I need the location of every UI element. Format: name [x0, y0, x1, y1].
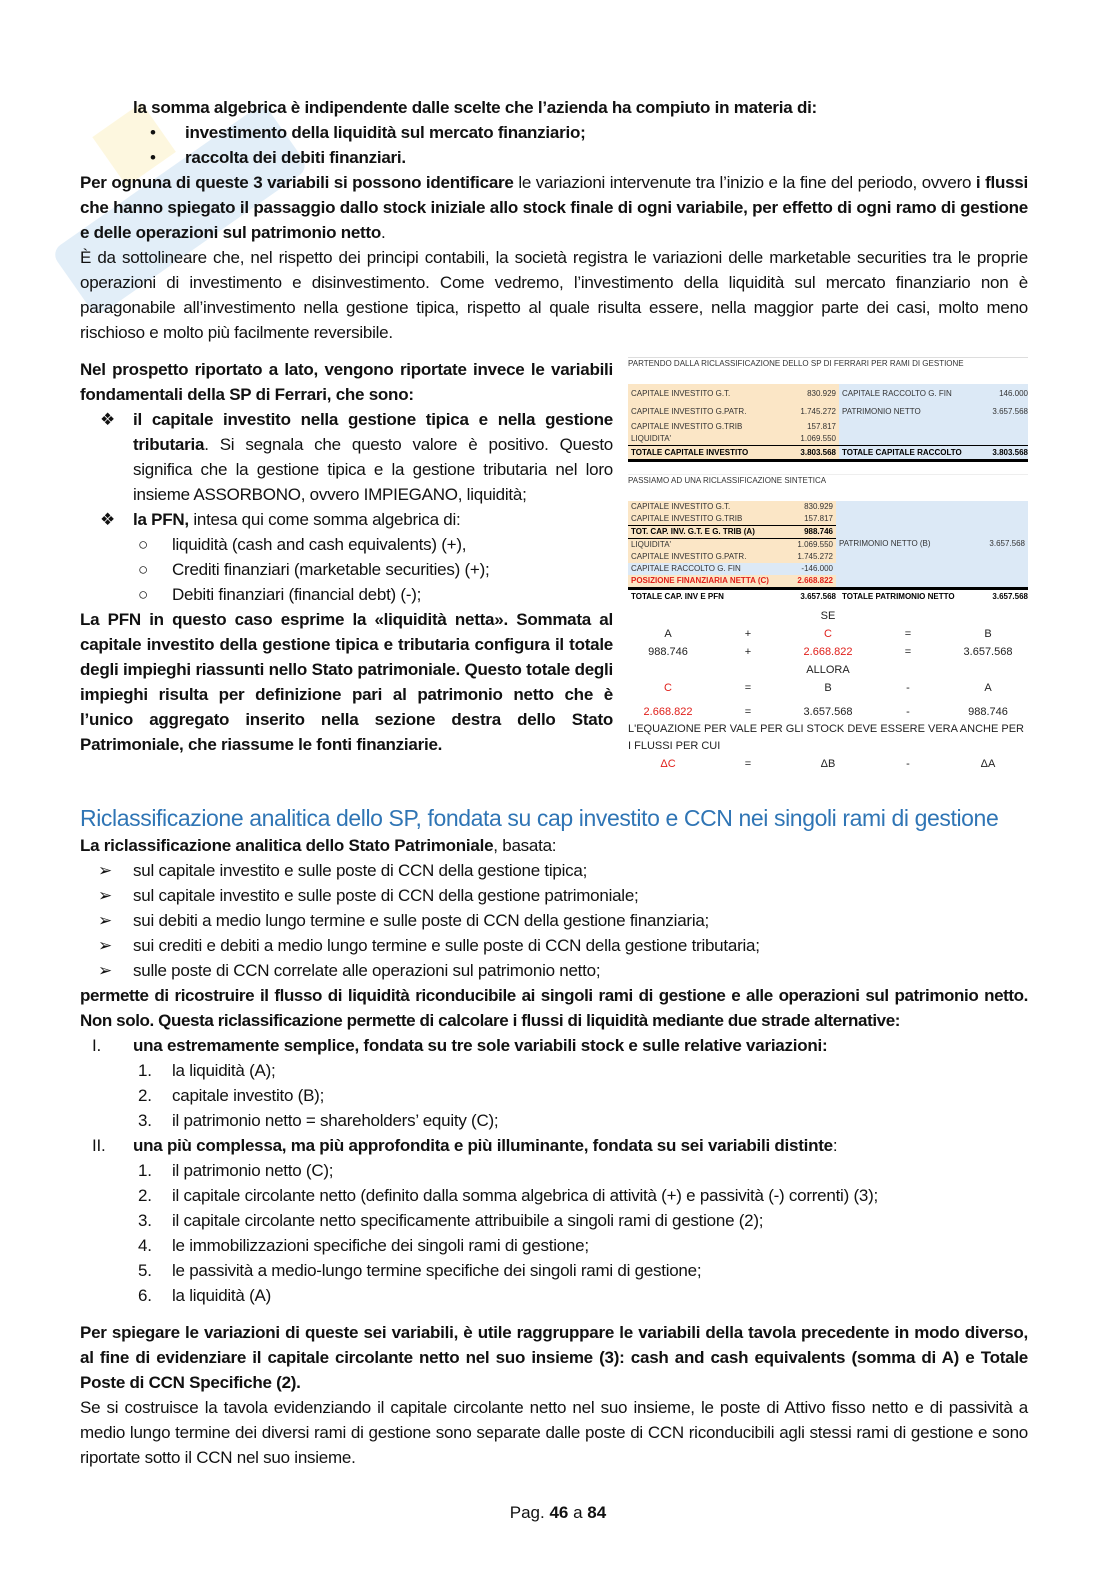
- eq-cell: +: [744, 646, 752, 658]
- bullet-pfn-row: [80, 507, 613, 532]
- diamond-bullet-icon: ❖: [100, 410, 115, 429]
- page-total: 84: [587, 1503, 607, 1522]
- left-column: [80, 357, 613, 773]
- cell: 1.069.550: [781, 433, 839, 445]
- table2-left: [628, 501, 836, 587]
- arrow-item: sui crediti e debiti a medio lungo termine e sulle poste di CCN della gestione tributaria;: [133, 936, 760, 955]
- arrow-bullet-icon: ➢: [98, 911, 112, 930]
- intro-bullet: raccolta dei debiti finanziari.: [185, 148, 406, 167]
- eq-cell: =: [904, 628, 912, 640]
- item-number: 5.: [138, 1261, 152, 1280]
- eq-cell: =: [904, 646, 912, 658]
- eq-cell: 2.668.822: [803, 646, 853, 658]
- section-para: permette di ricostruire il flusso di liquidità riconducibile ai singoli rami di gestione e alle operazioni sul patrimonio netto. Non solo. Questa riclassificazione permette di calcolare i flussi di liquidità mediante due strade alternative:: [80, 986, 1028, 1030]
- bullet-icon: •: [150, 148, 156, 167]
- bullet-pfn: [133, 507, 613, 532]
- cell: 3.657.568: [992, 591, 1028, 601]
- table-row: [628, 575, 836, 587]
- cell: 3.803.568: [982, 446, 1028, 459]
- page-number: 46: [549, 1503, 569, 1522]
- cell: TOTALE PATRIMONIO NETTO: [842, 591, 955, 601]
- ferrari-intro: Nel prospetto riportato a lato, vengono riportate invece le variabili fondamentali della SP di Ferrari, che sono:: [80, 360, 613, 404]
- cell: [982, 433, 1028, 445]
- text: , basata:: [493, 836, 557, 855]
- cell: CAPITALE INVESTITO G.TRIB: [628, 513, 779, 525]
- cell: 1.745.272: [781, 403, 839, 420]
- paragraph-flows: [80, 170, 1028, 245]
- table-row: [628, 403, 1028, 420]
- sub-item-row: [80, 557, 613, 582]
- cell: -146.000: [779, 563, 836, 575]
- item-number: 4.: [138, 1236, 152, 1255]
- cell: 830.929: [781, 384, 839, 403]
- table-row: [628, 525, 836, 539]
- text: a: [568, 1503, 588, 1522]
- cell: LIQUIDITA': [628, 539, 779, 551]
- text: :: [832, 1136, 838, 1155]
- cell: CAPITALE RACCOLTO G. FIN: [839, 384, 982, 403]
- eq-cell: -: [906, 706, 910, 718]
- arrow-row: [80, 858, 1028, 883]
- roman-row: [80, 1033, 1028, 1058]
- item-number: 2.: [138, 1186, 152, 1205]
- eq-cell: +: [744, 628, 752, 640]
- eq-cell: ΔC: [660, 758, 676, 770]
- page-content: [80, 95, 1028, 1470]
- item-number: 1.: [138, 1061, 152, 1080]
- numbered-item: il patrimonio netto = shareholders’ equity (C);: [172, 1111, 499, 1130]
- arrow-item: sul capitale investito e sulle poste di CCN della gestione tipica;: [133, 861, 588, 880]
- arrow-bullet-icon: ➢: [98, 936, 112, 955]
- item-number: 6.: [138, 1286, 152, 1305]
- cell: 988.746: [779, 526, 836, 538]
- eq-cell: C: [664, 682, 672, 694]
- arrow-bullet-icon: ➢: [98, 886, 112, 905]
- roman-row: [80, 1133, 1028, 1158]
- cell: 3.803.568: [781, 446, 839, 459]
- numbered-row: [80, 1183, 1028, 1208]
- eq-row: [628, 679, 1028, 697]
- item-number: 3.: [138, 1211, 152, 1230]
- cell: [839, 433, 982, 445]
- intro-bullet-row: [80, 145, 1028, 170]
- eq-se: [628, 607, 1028, 625]
- eq-cell: 3.657.568: [803, 706, 853, 718]
- arrow-row: [80, 958, 1028, 983]
- bold-text: una più complessa, ma più approfondita e più illuminante, fondata su sei variabili distinte: [133, 1136, 833, 1155]
- circle-bullet-icon: ○: [138, 560, 149, 579]
- table-row: [628, 384, 1028, 403]
- item-number: 2.: [138, 1086, 152, 1105]
- sub-item-row: [80, 532, 613, 557]
- numbered-item: le immobilizzazioni specifiche dei singoli rami di gestione;: [172, 1236, 589, 1255]
- bold-text: la PFN,: [133, 510, 189, 529]
- eq-cell: 988.746: [648, 646, 688, 658]
- table-row: [628, 445, 1028, 462]
- eq-row: [628, 755, 1028, 773]
- eq-row: [628, 643, 1028, 661]
- eq-cell: -: [906, 758, 910, 770]
- table-row: [628, 433, 1028, 445]
- final-bold: Per spiegare le variazioni di queste sei variabili, è utile raggruppare le variabili della tavola precedente in modo diverso, al fine di evidenziare il capitale circolante netto nel suo insieme (3): cash and cash equivalents (somma di A) e Totale Poste di CCN Specifiche (2).: [80, 1323, 1028, 1392]
- text: le variazioni intervenute tra l’inizio e la fine del periodo, ovvero: [513, 173, 976, 192]
- arrow-item: sui debiti a medio lungo termine e sulle poste di CCN della gestione finanziaria;: [133, 911, 710, 930]
- roman-list: [80, 1033, 1028, 1308]
- bullet-icon: •: [150, 123, 156, 142]
- pn-value: 3.657.568: [989, 539, 1025, 548]
- page-footer: [0, 1503, 1116, 1523]
- text: Pag.: [509, 1503, 550, 1522]
- eq-cell: 3.657.568: [963, 646, 1013, 658]
- numbered-row: [80, 1258, 1028, 1283]
- cell: LIQUIDITA': [628, 433, 781, 445]
- table-row: [628, 513, 836, 525]
- ferrari-sp-table: [628, 357, 1028, 603]
- eq-cell: A: [984, 682, 992, 694]
- intro-bullet-row: [80, 120, 1028, 145]
- arrow-row: [80, 933, 1028, 958]
- pn-label: PATRIMONIO NETTO (B): [839, 539, 931, 548]
- numbered-row: [80, 1233, 1028, 1258]
- bold-text: Per ognuna di queste 3 variabili si possono identificare: [80, 173, 514, 192]
- cell: CAPITALE INVESTITO G.PATR.: [628, 403, 781, 420]
- numbered-item: le passività a medio-lungo termine specifiche dei singoli rami di gestione;: [172, 1261, 702, 1280]
- table-row: [628, 420, 1028, 433]
- cell: 2.668.822: [779, 575, 836, 587]
- eq-cell: B: [984, 628, 992, 640]
- eq-row: [628, 703, 1028, 721]
- table-row: [628, 539, 836, 551]
- numbered-row: [80, 1158, 1028, 1183]
- cell: 3.657.568: [800, 591, 836, 601]
- cell: 1.069.550: [779, 539, 836, 551]
- cell: TOT. CAP. INV. G.T. E G. TRIB (A): [628, 526, 779, 538]
- eq-label: ALLORA: [806, 664, 850, 676]
- bold-text: il capitale investito nella gestione tipica e nella gestione tributaria: [133, 410, 613, 454]
- eq-cell: ΔA: [980, 758, 996, 770]
- numbered-item: il capitale circolante netto specificamente attribuibile a singoli rami di gestione (2);: [172, 1211, 764, 1230]
- right-column: [628, 357, 1028, 773]
- paragraph-marketable: È da sottolineare che, nel rispetto dei principi contabili, la società registra le variazioni delle marketable securities tra le proprie operazioni di investimento e disinvestimento. Come vedremo, l’investimento della liquidità sul mercato finanziario non è paragonabile all’investimento nella gestione tipica, rispetto al quale risulta essere, nella maggior parte dei casi, molto meno rischioso e molto più facilmente reversibile.: [80, 248, 1028, 342]
- roman-numeral: II.: [92, 1136, 106, 1155]
- circle-bullet-icon: ○: [138, 585, 149, 604]
- cell: [982, 420, 1028, 433]
- item-number: 3.: [138, 1111, 152, 1130]
- cell: [839, 420, 982, 433]
- arrow-item: sulle poste di CCN correlate alle operazioni sul patrimonio netto;: [133, 961, 601, 980]
- bold-text: La riclassificazione analitica dello Stato Patrimoniale: [80, 836, 494, 855]
- table-row: [628, 501, 836, 513]
- sub-item: Debiti finanziari (financial debt) (-);: [172, 585, 422, 604]
- cell: 157.817: [781, 420, 839, 433]
- bold-text: una estremamente semplice, fondata su tre sole variabili stock e sulle relative variazioni:: [133, 1036, 828, 1055]
- arrow-item: sul capitale investito e sulle poste di CCN della gestione patrimoniale;: [133, 886, 639, 905]
- numbered-item: la liquidità (A): [172, 1286, 271, 1305]
- roman-item: [133, 1133, 1028, 1158]
- cell: POSIZIONE FINANZIARIA NETTA (C): [628, 575, 779, 587]
- arrow-row: [80, 883, 1028, 908]
- numbered-row: [80, 1083, 1028, 1108]
- two-column-section: [80, 357, 1028, 773]
- table2-title: PASSIAMO AD UNA RICLASSIFICAZIONE SINTETICA: [628, 474, 1028, 489]
- numbered-item: la liquidità (A);: [172, 1061, 276, 1080]
- cell: TOTALE CAP. INV E PFN: [631, 591, 724, 601]
- circle-bullet-icon: ○: [138, 535, 149, 554]
- cell: CAPITALE INVESTITO G.T.: [628, 501, 779, 513]
- eq-cell: ΔB: [820, 758, 836, 770]
- section-heading: Riclassificazione analitica dello SP, fondata su cap investito e CCN nei singoli rami di gestione: [80, 805, 999, 831]
- cell: PATRIMONIO NETTO: [839, 403, 982, 420]
- bold-text: i flussi che hanno spiegato il passaggio dallo stock iniziale allo stock finale di ogni variabile, per effetto di ogni ramo di gestione e delle operazioni sul patrimonio netto: [80, 173, 1028, 242]
- numbered-item: il capitale circolante netto (definito dalla somma algebrica di attività (+) e passività (-) correnti) (3);: [172, 1186, 878, 1205]
- sub-item: liquidità (cash and cash equivalents) (+),: [172, 535, 467, 554]
- cell: 146.000: [982, 384, 1028, 403]
- roman-numeral: I.: [92, 1036, 101, 1055]
- cell: CAPITALE INVESTITO G.PATR.: [628, 551, 779, 563]
- cell: 3.657.568: [982, 403, 1028, 420]
- cell: TOTALE CAPITALE RACCOLTO: [839, 446, 982, 459]
- eq-cell: A: [664, 628, 672, 640]
- cell: 830.929: [779, 501, 836, 513]
- numbered-row: [80, 1208, 1028, 1233]
- eq-row: [628, 625, 1028, 643]
- roman-item: [133, 1033, 1028, 1058]
- bullet-capital-row: [80, 407, 613, 507]
- eq-cell: =: [744, 682, 752, 694]
- table2-right: [836, 501, 1028, 587]
- table-row: [628, 563, 836, 575]
- cell: CAPITALE RACCOLTO G. FIN: [628, 563, 779, 575]
- intro-line: la somma algebrica è indipendente dalle scelte che l’azienda ha compiuto in materia di:: [133, 98, 817, 117]
- text: .: [381, 223, 386, 242]
- eq-cell: =: [744, 758, 752, 770]
- eq-label: SE: [820, 610, 836, 622]
- section-lead: [80, 833, 1028, 858]
- diamond-bullet-icon: ❖: [100, 510, 115, 529]
- bullet-capital: [133, 407, 613, 507]
- pfn-conclusion: La PFN in questo caso esprime la «liquidità netta». Sommata al capitale investito della gestione tipica e tributaria configura il totale degli impieghi riassunti nello Stato patrimoniale. Questo totale degli impieghi risulta per definizione pari al patrimonio netto che è l’unico aggregato inserito nella sezione destra dello Stato Patrimoniale, che riassume le fonti finanziarie.: [80, 610, 613, 754]
- arrow-row: [80, 908, 1028, 933]
- sub-item-row: [80, 582, 613, 607]
- numbered-item: il patrimonio netto (C);: [172, 1161, 334, 1180]
- sub-item: Crediti finanziari (marketable securities) (+);: [172, 560, 490, 579]
- table1-body: [628, 384, 1028, 462]
- arrow-bullet-icon: ➢: [98, 861, 112, 880]
- eq-note: L'EQUAZIONE PER VALE PER GLI STOCK DEVE ESSERE VERA ANCHE PER I FLUSSI PER CUI: [628, 723, 1024, 752]
- table2-body: [628, 501, 1028, 587]
- cell: CAPITALE INVESTITO G.T.: [628, 384, 781, 403]
- table-row-total: [628, 587, 1028, 603]
- cell: TOTALE CAPITALE INVESTITO: [628, 446, 781, 459]
- arrow-list: [80, 858, 1028, 983]
- eq-cell: -: [906, 682, 910, 694]
- item-number: 1.: [138, 1161, 152, 1180]
- numbered-item: capitale investito (B);: [172, 1086, 325, 1105]
- eq-allora: [628, 661, 1028, 679]
- intro-bullet: investimento della liquidità sul mercato finanziario;: [185, 123, 586, 142]
- arrow-bullet-icon: ➢: [98, 961, 112, 980]
- table-row: [628, 551, 836, 563]
- eq-cell: 988.746: [968, 706, 1008, 718]
- cell: 157.817: [779, 513, 836, 525]
- table1-title: PARTENDO DALLA RICLASSIFICAZIONE DELLO SP DI FERRARI PER RAMI DI GESTIONE: [628, 357, 1028, 372]
- eq-cell: B: [824, 682, 832, 694]
- final-para: Se si costruisce la tavola evidenziando il capitale circolante netto nel suo insieme, le poste di Attivo fisso netto e di passività a medio lungo termine dei diversi rami di gestione sono separate dalle poste di CCN riconducibili agli stessi rami di gestione e sono riportate sotto il CCN nel suo insieme.: [80, 1398, 1028, 1467]
- eq-cell: 2.668.822: [643, 706, 693, 718]
- numbered-row: [80, 1058, 1028, 1083]
- text: intesa qui come somma algebrica di:: [188, 510, 461, 529]
- numbered-row: [80, 1283, 1028, 1308]
- numbered-row: [80, 1108, 1028, 1133]
- cell: CAPITALE INVESTITO G.TRIB: [628, 420, 781, 433]
- cell: 1.745.272: [779, 551, 836, 563]
- eq-cell: C: [824, 628, 832, 640]
- text: . Si segnala che questo valore è positivo. Questo significa che la gestione tipica e la gestione tributaria nel loro insieme ASSORBONO, ovvero IMPIEGANO, liquidità;: [133, 435, 613, 504]
- eq-cell: =: [744, 706, 752, 718]
